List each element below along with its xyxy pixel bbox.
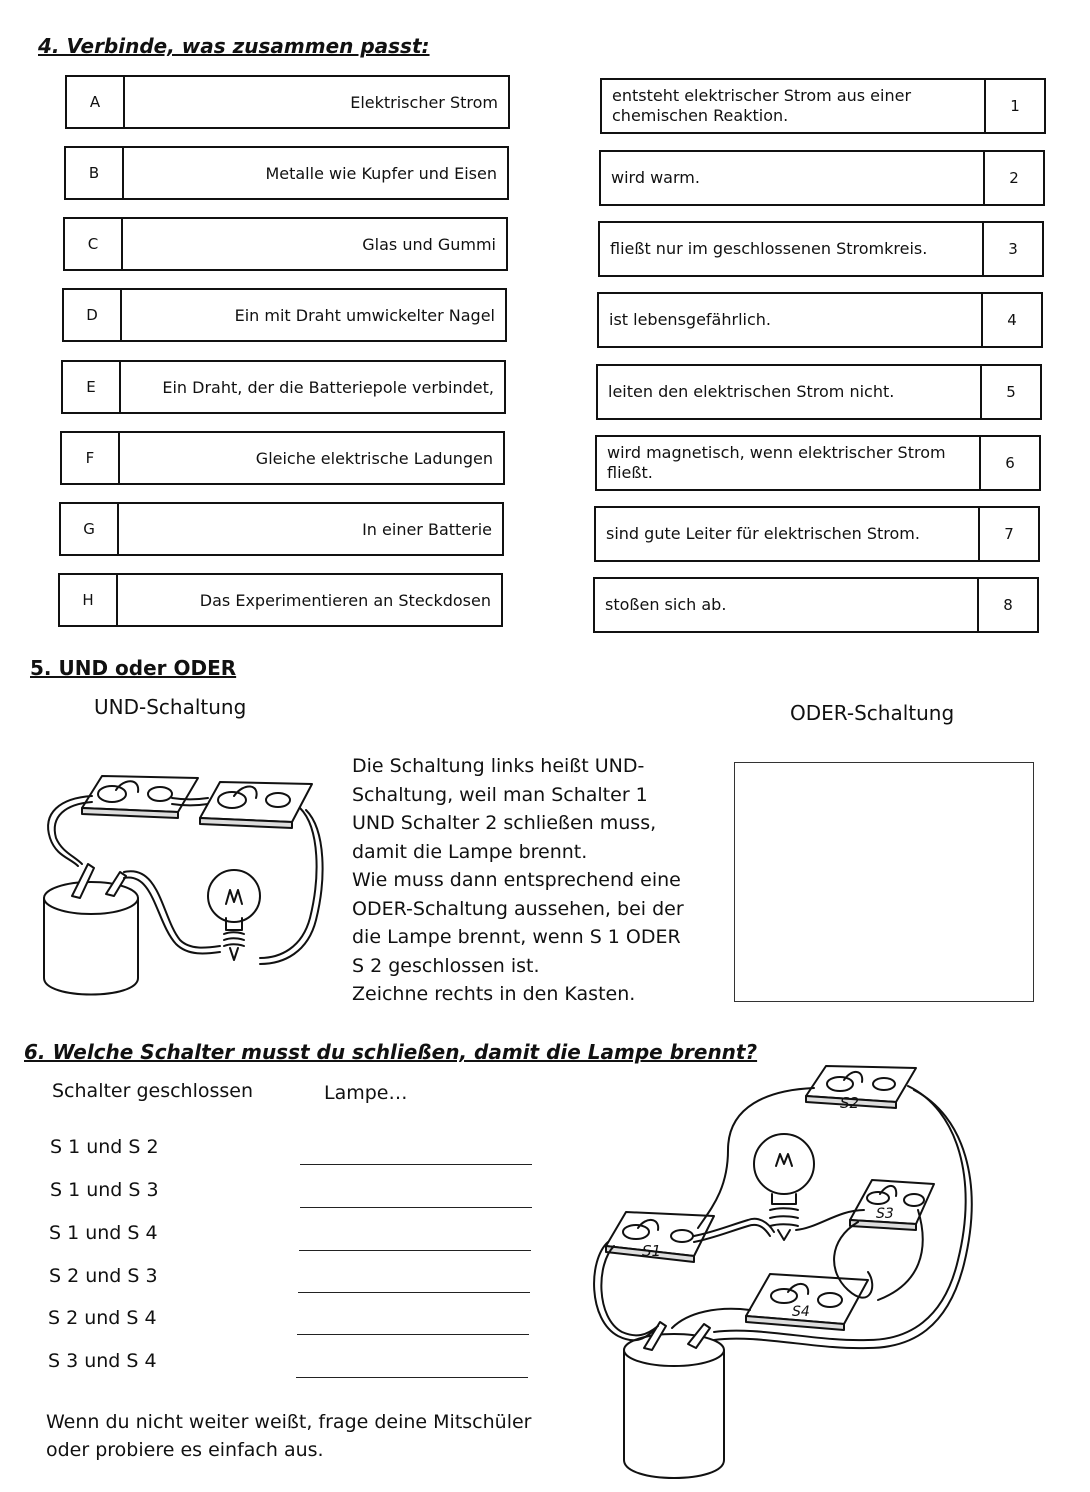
para-line: Zeichne rechts in den Kasten. bbox=[352, 983, 636, 1005]
match-left-letter: A bbox=[67, 77, 125, 127]
combo-label: S 2 und S 4 bbox=[48, 1307, 157, 1329]
answer-line[interactable] bbox=[297, 1334, 529, 1335]
match-left-letter: D bbox=[64, 290, 122, 340]
task6-title: 6. Welche Schalter musst du schließen, damit die Lampe brennt? bbox=[24, 1040, 758, 1064]
match-right-box-7 bbox=[594, 506, 1040, 562]
match-left-text: Das Experimentieren an Steckdosen bbox=[199, 590, 491, 610]
match-right-box-1 bbox=[600, 78, 1046, 134]
match-left-text: Ein mit Draht umwickelter Nagel bbox=[234, 305, 495, 325]
match-left-letter: H bbox=[60, 575, 118, 625]
match-right-text: fließt nur im geschlossenen Stromkreis. bbox=[610, 239, 928, 258]
match-right-number: 6 bbox=[979, 437, 1039, 489]
hint-text bbox=[46, 1408, 532, 1464]
match-left-text: Elektrischer Strom bbox=[350, 92, 498, 112]
match-left-letter: F bbox=[62, 433, 120, 483]
hint-line: oder probiere es einfach aus. bbox=[46, 1439, 324, 1461]
match-right-text: wird warm. bbox=[611, 168, 700, 187]
para-line: ODER-Schaltung aussehen, bei der bbox=[352, 897, 684, 920]
para-line: UND Schalter 2 schließen muss, bbox=[352, 812, 657, 834]
para-line: die Lampe brennt, wenn S 1 ODER bbox=[352, 926, 681, 948]
match-right-text: entsteht elektrischer Strom aus einer chemischen Reaktion. bbox=[612, 86, 912, 125]
match-left-box-h bbox=[58, 573, 503, 627]
match-left-text: Gleiche elektrische Ladungen bbox=[255, 448, 493, 468]
match-right-text: stoßen sich ab. bbox=[605, 595, 727, 614]
match-right-number: 4 bbox=[981, 294, 1041, 346]
match-left-box-f bbox=[60, 431, 505, 485]
match-left-box-b bbox=[64, 146, 509, 200]
para-line: Die Schaltung links heißt UND- bbox=[352, 755, 645, 777]
match-left-text: In einer Batterie bbox=[362, 519, 492, 539]
match-right-text: ist lebensgefährlich. bbox=[609, 310, 771, 329]
para-line: S 2 geschlossen ist. bbox=[352, 954, 540, 977]
match-right-number: 5 bbox=[980, 366, 1040, 418]
match-left-box-a bbox=[65, 75, 510, 129]
oder-drawing-box[interactable] bbox=[734, 762, 1034, 1002]
combo-label: S 3 und S 4 bbox=[48, 1350, 157, 1372]
task5-title: 5. UND oder ODER bbox=[30, 656, 237, 680]
switch-label-s2: S2 bbox=[840, 1094, 860, 1112]
match-left-text: Metalle wie Kupfer und Eisen bbox=[265, 163, 497, 183]
answer-line[interactable] bbox=[296, 1377, 528, 1378]
answer-line[interactable] bbox=[300, 1207, 532, 1208]
switch-label-s3: S3 bbox=[876, 1206, 894, 1222]
switch-label-s1: S1 bbox=[642, 1242, 662, 1260]
match-right-text: sind gute Leiter für elektrischen Strom. bbox=[606, 524, 920, 543]
match-left-letter: G bbox=[61, 504, 119, 554]
match-right-number: 2 bbox=[983, 152, 1043, 204]
match-right-text: leiten den elektrischen Strom nicht. bbox=[608, 382, 895, 401]
combo-label: S 1 und S 2 bbox=[50, 1136, 159, 1158]
match-right-text: wird magnetisch, wenn elektrischer Strom fließt. bbox=[607, 443, 946, 482]
switch-label-s4: S4 bbox=[792, 1304, 810, 1320]
col-switch-header: Schalter geschlossen bbox=[52, 1080, 254, 1102]
match-left-box-e bbox=[61, 360, 506, 414]
oder-label: ODER-Schaltung bbox=[790, 701, 955, 725]
match-left-text: Glas und Gummi bbox=[362, 234, 496, 254]
match-right-number: 3 bbox=[982, 223, 1042, 275]
match-right-box-6 bbox=[595, 435, 1041, 491]
und-label: UND-Schaltung bbox=[94, 695, 247, 719]
und-circuit-drawing bbox=[20, 768, 340, 998]
para-line: damit die Lampe brennt. bbox=[352, 840, 588, 863]
match-right-number: 7 bbox=[978, 508, 1038, 560]
hint-line: Wenn du nicht weiter weißt, frage deine Mitschüler bbox=[46, 1411, 532, 1433]
combo-label: S 2 und S 3 bbox=[49, 1265, 158, 1287]
match-right-box-3 bbox=[598, 221, 1044, 277]
answer-line[interactable] bbox=[299, 1250, 531, 1251]
match-left-letter: E bbox=[63, 362, 121, 412]
match-right-box-2 bbox=[599, 150, 1045, 206]
col-lamp-header: Lampe… bbox=[324, 1082, 408, 1104]
match-left-text: Ein Draht, der die Batteriepole verbindet, bbox=[162, 377, 494, 397]
task4-title: 4. Verbinde, was zusammen passt: bbox=[38, 34, 430, 58]
combo-label: S 1 und S 3 bbox=[50, 1179, 159, 1201]
match-left-letter: B bbox=[66, 148, 124, 198]
match-left-box-g bbox=[59, 502, 504, 556]
combo-label: S 1 und S 4 bbox=[49, 1222, 158, 1244]
match-left-letter: C bbox=[65, 219, 123, 269]
match-right-number: 8 bbox=[977, 579, 1037, 631]
four-switch-circuit-drawing bbox=[578, 1060, 978, 1490]
match-left-box-c bbox=[63, 217, 508, 271]
match-left-box-d bbox=[62, 288, 507, 342]
match-right-box-8 bbox=[593, 577, 1039, 633]
para-line: Schaltung, weil man Schalter 1 bbox=[352, 783, 648, 806]
und-explanation bbox=[352, 752, 684, 1009]
match-right-number: 1 bbox=[984, 80, 1044, 132]
answer-line[interactable] bbox=[298, 1292, 530, 1293]
answer-line[interactable] bbox=[300, 1164, 532, 1165]
match-right-box-4 bbox=[597, 292, 1043, 348]
para-line: Wie muss dann entsprechend eine bbox=[352, 869, 681, 891]
match-right-box-5 bbox=[596, 364, 1042, 420]
